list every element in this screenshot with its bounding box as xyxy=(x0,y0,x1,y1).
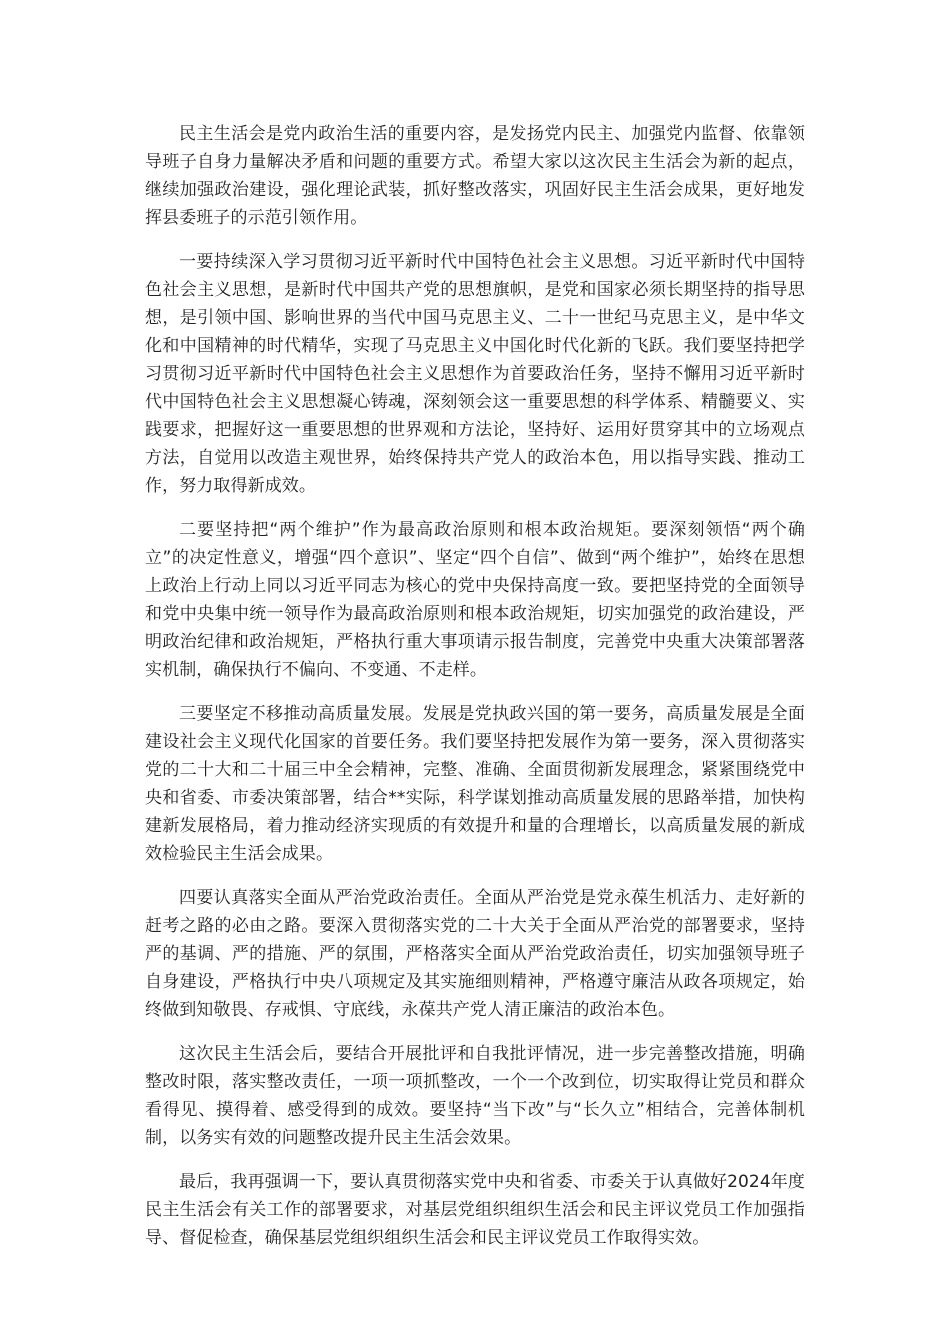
paragraph-point-3: 三要坚定不移推动高质量发展。发展是党执政兴国的第一要务，高质量发展是全面建设社会主义现代化国家的首要任务。我们要坚持把发展作为第一要务，深入贯彻落实党的二十大和二十届三中全会精神，完整、准确、全面贯彻新发展理念，紧紧围绕党中央和省委、市委决策部署，结合**实际，科学谋划推动高质量发展的思路举措，加快构建新发展格局，着力推动经济实现质的有效提升和量的合理增长，以高质量发展的新成效检验民主生活会成果。 xyxy=(145,704,805,864)
paragraph-closing: 最后，我再强调一下，要认真贯彻落实党中央和省委、市委关于认真做好2024年度民主生活会有关工作的部署要求，对基层党组织组织生活会和民主评议党员工作加强指导、督促检查，确保基层党组织组织生活会和民主评议党员工作取得实效。 xyxy=(145,1172,805,1248)
paragraph-rectification: 这次民主生活会后，要结合开展批评和自我批评情况，进一步完善整改措施，明确整改时限，落实整改责任，一项一项抓整改，一个一个改到位，切实取得让党员和群众看得见、摸得着、感受得到的成效。要坚持“当下改”与“长久立”相结合，完善体制机制，以务实有效的问题整改提升民主生活会效果。 xyxy=(145,1044,805,1148)
paragraph-point-4: 四要认真落实全面从严治党政治责任。全面从严治党是党永葆生机活力、走好新的赶考之路的必由之路。要深入贯彻落实党的二十大关于全面从严治党的部署要求，坚持严的基调、严的措施、严的氛围，严格落实全面从严治党政治责任，切实加强领导班子自身建设，严格执行中央八项规定及其实施细则精神，严格遵守廉洁从政各项规定，始终做到知敬畏、存戒惧、守底线，永葆共产党人清正廉洁的政治本色。 xyxy=(145,888,805,1020)
paragraph-intro: 民主生活会是党内政治生活的重要内容，是发扬党内民主、加强党内监督、依靠领导班子自身力量解决矛盾和问题的重要方式。希望大家以这次民主生活会为新的起点，继续加强政治建设，强化理论武装，抓好整改落实，巩固好民主生活会成果，更好地发挥县委班子的示范引领作用。 xyxy=(145,124,805,228)
paragraph-point-2: 二要坚持把“两个维护”作为最高政治原则和根本政治规矩。要深刻领悟“两个确立”的决定性意义，增强“四个意识”、坚定“四个自信”、做到“两个维护”，始终在思想上政治上行动上同以习近平同志为核心的党中央保持高度一致。要把坚持党的全面领导和党中央集中统一领导作为最高政治原则和根本政治规矩，切实加强党的政治建设，严明政治纪律和政治规矩，严格执行重大事项请示报告制度，完善党中央重大决策部署落实机制，确保执行不偏向、不变通、不走样。 xyxy=(145,520,805,680)
document-page xyxy=(145,120,805,1252)
paragraph-point-1: 一要持续深入学习贯彻习近平新时代中国特色社会主义思想。习近平新时代中国特色社会主义思想，是新时代中国共产党的思想旗帜，是党和国家必须长期坚持的指导思想，是引领中国、影响世界的当代中国马克思主义、二十一世纪马克思主义，是中华文化和中国精神的时代精华，实现了马克思主义中国化时代化新的飞跃。我们要坚持把学习贯彻习近平新时代中国特色社会主义思想作为首要政治任务，坚持不懈用习近平新时代中国特色社会主义思想凝心铸魂，深刻领会这一重要思想的科学体系、精髓要义、实践要求，把握好这一重要思想的世界观和方法论，坚持好、运用好贯穿其中的立场观点方法，自觉用以改造主观世界，始终保持共产党人的政治本色，用以指导实践、推动工作，努力取得新成效。 xyxy=(145,252,805,496)
